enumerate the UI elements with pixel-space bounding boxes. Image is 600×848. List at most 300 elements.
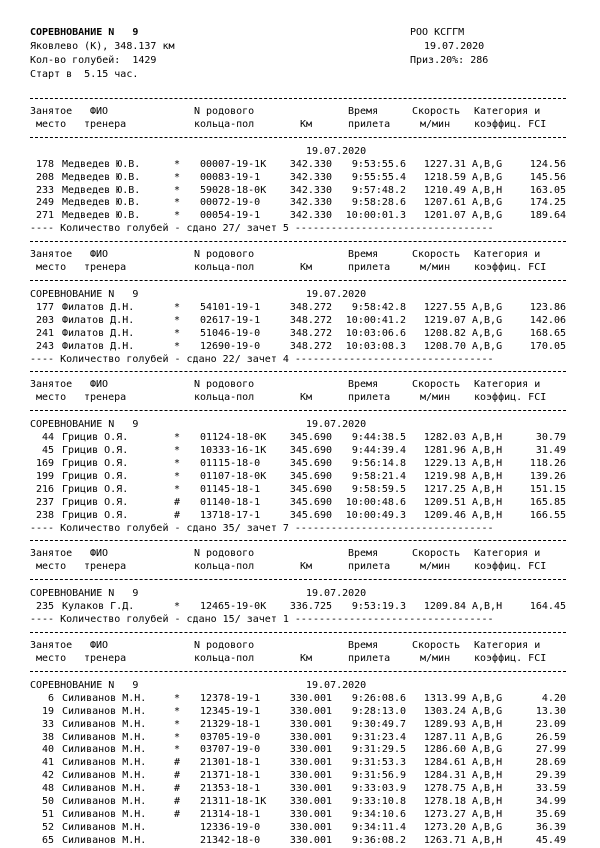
speed-cell: 1278.18 (423, 796, 466, 808)
trainer-cell: Силиванов М.Н. (62, 834, 147, 846)
time-cell: 9:56:14.8 (351, 458, 406, 470)
coef-cell: 151.15 (529, 483, 566, 495)
km-cell: 330.001 (289, 705, 332, 717)
place-cell: 6 (47, 692, 54, 704)
block-title-row (0, 288, 600, 302)
column-header-place: Занятое (30, 249, 73, 261)
column-header-category: Категория и (474, 249, 541, 261)
column-header-speed-unit: м/мин (420, 392, 451, 404)
column-header-place-2: место (36, 561, 67, 573)
place-cell: 51 (41, 808, 54, 820)
speed-cell: 1278.75 (423, 783, 466, 795)
km-cell: 330.001 (289, 692, 332, 704)
block-competition: СОРЕВНОВАНИЕ N 9 (30, 588, 139, 600)
place-cell: 241 (35, 327, 54, 339)
speed-cell: 1286.60 (423, 744, 466, 756)
ring-cell: 13718-17-1 (200, 509, 261, 521)
header-line-3 (0, 54, 600, 68)
ring-cell: 21301-18-1 (200, 757, 261, 769)
category-cell: A,B,G (472, 158, 503, 170)
table-row (0, 301, 600, 315)
category-cell: A,B,H (472, 834, 503, 846)
category-cell: A,B,H (472, 432, 503, 444)
header-divider (30, 241, 566, 242)
column-header-place-2: место (36, 392, 67, 404)
ring-cell: 12465-19-0K (200, 601, 267, 613)
column-header-time: Время (348, 639, 379, 651)
column-header-speed: Скорость (412, 105, 461, 117)
coef-cell: 35.69 (535, 808, 566, 820)
coef-cell: 174.25 (529, 197, 566, 209)
column-header-place: Занятое (30, 379, 73, 391)
km-cell: 330.001 (289, 808, 332, 820)
column-header-trainer: тренера (84, 392, 127, 404)
column-header-category: Категория и (474, 548, 541, 560)
column-header-ring-2: кольца-пол (194, 392, 255, 404)
km-cell: 345.690 (289, 483, 332, 495)
column-header-ring: N родового (194, 639, 255, 651)
coef-cell: 139.26 (529, 470, 566, 482)
summary-text: ---- Количество голубей - сдано 27/ зачет 5 --------------------------------- (30, 223, 494, 235)
speed-cell: 1289.93 (423, 718, 466, 730)
category-cell: A,B,G (472, 731, 503, 743)
column-header-km: Км (300, 392, 313, 404)
mark-cell: * (174, 184, 181, 196)
ring-cell: 12690-19-0 (200, 340, 261, 352)
speed-cell: 1313.99 (423, 692, 466, 704)
column-header-row-1 (0, 378, 600, 392)
mark-cell: # (174, 770, 181, 782)
ring-cell: 51046-19-0 (200, 327, 261, 339)
release-location: Яковлево (К), 348.137 км (30, 41, 175, 52)
place-cell: 243 (35, 340, 54, 352)
place-cell: 40 (41, 744, 54, 756)
trainer-cell: Медведев Ю.В. (62, 184, 141, 196)
column-header-place-2: место (36, 118, 67, 130)
trainer-cell: Медведев Ю.В. (62, 158, 141, 170)
mark-cell: # (174, 796, 181, 808)
column-header-time: Время (348, 379, 379, 391)
column-header-arrival: прилета (348, 261, 391, 273)
coef-cell: 23.09 (535, 718, 566, 730)
mark-cell: * (174, 718, 181, 730)
time-cell: 9:31:53.3 (351, 757, 406, 769)
column-header-row-1 (0, 105, 600, 119)
table-row (0, 731, 600, 745)
header-divider (30, 371, 566, 372)
column-header-speed: Скорость (412, 548, 461, 560)
km-cell: 342.330 (289, 197, 332, 209)
category-cell: A,B,G (472, 197, 503, 209)
trainer-cell: Силиванов М.Н. (62, 821, 147, 833)
speed-cell: 1303.24 (423, 705, 466, 717)
trainer-cell: Силиванов М.Н. (62, 770, 147, 782)
time-cell: 9:30:49.7 (351, 718, 406, 730)
speed-cell: 1282.03 (423, 432, 466, 444)
trainer-cell: Медведев Ю.В. (62, 197, 141, 209)
category-cell: A,B,H (472, 184, 503, 196)
trainer-cell: Силиванов М.Н. (62, 705, 147, 717)
km-cell: 345.690 (289, 432, 332, 444)
column-header-km: Км (300, 652, 313, 664)
place-cell: 38 (41, 731, 54, 743)
mark-cell: * (174, 601, 181, 613)
place-cell: 169 (35, 458, 54, 470)
km-cell: 348.272 (289, 314, 332, 326)
column-header-ring: N родового (194, 548, 255, 560)
coef-cell: 142.06 (529, 314, 566, 326)
trainer-cell: Филатов Д.Н. (62, 340, 135, 352)
column-header-coef: коэффиц. FCI (474, 561, 547, 573)
column-header-speed: Скорость (412, 379, 461, 391)
table-row (0, 769, 600, 783)
header-divider (30, 632, 566, 633)
place-cell: 178 (35, 158, 54, 170)
column-header-coef: коэффиц. FCI (474, 392, 547, 404)
km-cell: 330.001 (289, 718, 332, 730)
mark-cell: * (174, 210, 181, 222)
ring-cell: 00054-19-1 (200, 210, 261, 222)
table-row (0, 718, 600, 732)
column-header-row-2 (0, 560, 600, 574)
category-cell: A,B,G (472, 171, 503, 183)
column-header-trainer: тренера (84, 652, 127, 664)
column-header-row-1 (0, 547, 600, 561)
km-cell: 348.272 (289, 340, 332, 352)
column-header-category: Категория и (474, 105, 541, 117)
km-cell: 348.272 (289, 301, 332, 313)
place-cell: 271 (35, 210, 54, 222)
mark-cell: # (174, 509, 181, 521)
ring-cell: 21342-18-0 (200, 834, 261, 846)
ring-cell: 59028-18-0K (200, 184, 267, 196)
place-cell: 41 (41, 757, 54, 769)
ring-cell: 12378-19-1 (200, 692, 261, 704)
place-cell: 203 (35, 314, 54, 326)
trainer-cell: Силиванов М.Н. (62, 808, 147, 820)
column-header-speed: Скорость (412, 249, 461, 261)
place-cell: 48 (41, 783, 54, 795)
block-date: 19.07.2020 (306, 289, 367, 301)
place-cell: 65 (41, 834, 54, 846)
coef-cell: 27.99 (535, 744, 566, 756)
time-cell: 9:33:10.8 (351, 796, 406, 808)
speed-cell: 1208.70 (423, 340, 466, 352)
coef-cell: 189.64 (529, 210, 566, 222)
time-cell: 9:34:10.6 (351, 808, 406, 820)
speed-cell: 1219.98 (423, 470, 466, 482)
ring-cell: 21314-18-1 (200, 808, 261, 820)
category-cell: A,B,H (472, 757, 503, 769)
speed-cell: 1218.59 (423, 171, 466, 183)
table-row (0, 705, 600, 719)
km-cell: 342.330 (289, 158, 332, 170)
km-cell: 330.001 (289, 783, 332, 795)
coef-cell: 45.49 (535, 834, 566, 846)
header-divider (30, 410, 566, 411)
time-cell: 9:33:03.9 (351, 783, 406, 795)
place-cell: 235 (35, 601, 54, 613)
place-cell: 45 (41, 445, 54, 457)
ring-cell: 21311-18-1K (200, 796, 267, 808)
block-title-row (0, 145, 600, 159)
time-cell: 9:58:42.8 (351, 301, 406, 313)
time-cell: 9:57:48.2 (351, 184, 406, 196)
ring-cell: 21329-18-1 (200, 718, 261, 730)
category-cell: A,B,H (472, 458, 503, 470)
place-cell: 177 (35, 301, 54, 313)
place-cell: 44 (41, 432, 54, 444)
column-header-row-2 (0, 118, 600, 132)
speed-cell: 1284.31 (423, 770, 466, 782)
ring-cell: 01124-18-0K (200, 432, 267, 444)
table-row (0, 834, 600, 848)
coef-cell: 28.69 (535, 757, 566, 769)
coef-cell: 34.99 (535, 796, 566, 808)
start-time: Старт в 5.15 час. (30, 69, 139, 80)
coef-cell: 145.56 (529, 171, 566, 183)
column-header-ring-2: кольца-пол (194, 561, 255, 573)
category-cell: A,B,G (472, 744, 503, 756)
trainer-cell: Кулаков Г.Д. (62, 601, 135, 613)
block-title-row (0, 418, 600, 432)
speed-cell: 1281.96 (423, 445, 466, 457)
trainer-cell: Грицив О.Я. (62, 432, 129, 444)
mark-cell: * (174, 731, 181, 743)
column-header-arrival: прилета (348, 652, 391, 664)
prize-count: Приз.20%: 286 (410, 55, 489, 66)
coef-cell: 165.85 (529, 496, 566, 508)
column-header-ring-2: кольца-пол (194, 652, 255, 664)
table-row (0, 209, 600, 223)
km-cell: 330.001 (289, 834, 332, 846)
header-divider (30, 137, 566, 138)
place-cell: 199 (35, 470, 54, 482)
km-cell: 345.690 (289, 445, 332, 457)
column-header-speed-unit: м/мин (420, 652, 451, 664)
time-cell: 9:31:23.4 (351, 731, 406, 743)
mark-cell: * (174, 445, 181, 457)
time-cell: 9:58:21.4 (351, 470, 406, 482)
coef-cell: 26.59 (535, 731, 566, 743)
trainer-cell: Медведев Ю.В. (62, 210, 141, 222)
trainer-cell: Силиванов М.Н. (62, 744, 147, 756)
table-row (0, 327, 600, 341)
category-cell: A,B,H (472, 509, 503, 521)
speed-cell: 1287.11 (423, 731, 466, 743)
speed-cell: 1219.07 (423, 314, 466, 326)
table-row (0, 782, 600, 796)
coef-cell: 124.56 (529, 158, 566, 170)
mark-cell: * (174, 705, 181, 717)
speed-cell: 1209.51 (423, 496, 466, 508)
speed-cell: 1207.61 (423, 197, 466, 209)
mark-cell: # (174, 783, 181, 795)
coef-cell: 29.39 (535, 770, 566, 782)
column-header-ring-2: кольца-пол (194, 261, 255, 273)
header-divider (30, 671, 566, 672)
column-header-category: Категория и (474, 379, 541, 391)
block-date: 19.07.2020 (306, 145, 367, 157)
header-line-4 (0, 68, 600, 82)
table-row (0, 808, 600, 822)
category-cell: A,B,H (472, 718, 503, 730)
time-cell: 10:03:08.3 (345, 340, 406, 352)
ring-cell: 03707-19-0 (200, 744, 261, 756)
km-cell: 330.001 (289, 744, 332, 756)
table-row (0, 483, 600, 497)
km-cell: 330.001 (289, 770, 332, 782)
category-cell: A,B,G (472, 821, 503, 833)
km-cell: 330.001 (289, 731, 332, 743)
mark-cell: * (174, 692, 181, 704)
trainer-cell: Грицив О.Я. (62, 496, 129, 508)
column-header-fio: ФИО (90, 639, 109, 651)
time-cell: 9:31:29.5 (351, 744, 406, 756)
column-header-speed-unit: м/мин (420, 261, 451, 273)
trainer-cell: Грицив О.Я. (62, 470, 129, 482)
category-cell: A,B,H (472, 496, 503, 508)
pigeon-count: Кол-во голубей: 1429 (30, 55, 157, 66)
category-cell: A,B,H (472, 783, 503, 795)
column-header-ring-2: кольца-пол (194, 118, 255, 130)
column-header-speed: Скорость (412, 639, 461, 651)
time-cell: 9:36:08.2 (351, 834, 406, 846)
column-header-category: Категория и (474, 639, 541, 651)
speed-cell: 1263.71 (423, 834, 466, 846)
category-cell: A,B,G (472, 692, 503, 704)
column-header-ring: N родового (194, 249, 255, 261)
time-cell: 9:53:55.6 (351, 158, 406, 170)
coef-cell: 33.59 (535, 783, 566, 795)
trainer-cell: Грицив О.Я. (62, 458, 129, 470)
table-row (0, 692, 600, 706)
speed-cell: 1273.20 (423, 821, 466, 833)
place-cell: 233 (35, 184, 54, 196)
coef-cell: 31.49 (535, 445, 566, 457)
km-cell: 336.725 (289, 601, 332, 613)
coef-cell: 164.45 (529, 601, 566, 613)
category-cell: A,B,G (472, 314, 503, 326)
ring-cell: 03705-19-0 (200, 731, 261, 743)
ring-cell: 10333-16-1K (200, 445, 267, 457)
trainer-cell: Силиванов М.Н. (62, 796, 147, 808)
time-cell: 10:00:41.2 (345, 314, 406, 326)
time-cell: 9:44:39.4 (351, 445, 406, 457)
speed-cell: 1229.13 (423, 458, 466, 470)
km-cell: 330.001 (289, 821, 332, 833)
time-cell: 10:00:01.3 (345, 210, 406, 222)
place-cell: 50 (41, 796, 54, 808)
coef-cell: 30.79 (535, 432, 566, 444)
trainer-cell: Силиванов М.Н. (62, 757, 147, 769)
column-header-coef: коэффиц. FCI (474, 261, 547, 273)
speed-cell: 1208.82 (423, 327, 466, 339)
header-divider (30, 540, 566, 541)
column-header-trainer: тренера (84, 561, 127, 573)
mark-cell: * (174, 432, 181, 444)
mark-cell: * (174, 197, 181, 209)
header-divider (30, 579, 566, 580)
table-row (0, 196, 600, 210)
report-header (0, 26, 600, 40)
place-cell: 249 (35, 197, 54, 209)
block-competition: СОРЕВНОВАНИЕ N 9 (30, 679, 139, 691)
table-row (0, 444, 600, 458)
ring-cell: 54101-19-1 (200, 301, 261, 313)
km-cell: 342.330 (289, 171, 332, 183)
coef-cell: 163.05 (529, 184, 566, 196)
mark-cell: * (174, 314, 181, 326)
column-header-arrival: прилета (348, 561, 391, 573)
table-row (0, 314, 600, 328)
column-header-fio: ФИО (90, 379, 109, 391)
time-cell: 9:31:56.9 (351, 770, 406, 782)
ring-cell: 12345-19-1 (200, 705, 261, 717)
category-cell: A,B,H (472, 796, 503, 808)
km-cell: 345.690 (289, 458, 332, 470)
table-row (0, 457, 600, 471)
table-row (0, 743, 600, 757)
km-cell: 345.690 (289, 470, 332, 482)
ring-cell: 01140-18-1 (200, 496, 261, 508)
ring-cell: 00072-19-0 (200, 197, 261, 209)
column-header-km: Км (300, 561, 313, 573)
column-header-km: Км (300, 261, 313, 273)
category-cell: A,B,H (472, 808, 503, 820)
block-competition: СОРЕВНОВАНИЕ N 9 (30, 289, 139, 301)
speed-cell: 1210.49 (423, 184, 466, 196)
trainer-cell: Силиванов М.Н. (62, 731, 147, 743)
trainer-cell: Силиванов М.Н. (62, 718, 147, 730)
summary-row (0, 353, 566, 367)
coef-cell: 168.65 (529, 327, 566, 339)
mark-cell: * (174, 483, 181, 495)
column-header-fio: ФИО (90, 249, 109, 261)
speed-cell: 1209.84 (423, 601, 466, 613)
trainer-cell: Филатов Д.Н. (62, 314, 135, 326)
block-title-row (0, 587, 600, 601)
km-cell: 345.690 (289, 496, 332, 508)
speed-cell: 1227.55 (423, 301, 466, 313)
mark-cell: * (174, 158, 181, 170)
table-row (0, 795, 600, 809)
km-cell: 345.690 (289, 509, 332, 521)
speed-cell: 1227.31 (423, 158, 466, 170)
ring-cell: 00007-19-1K (200, 158, 267, 170)
table-row (0, 184, 600, 198)
mark-cell: * (174, 340, 181, 352)
block-date: 19.07.2020 (306, 588, 367, 600)
time-cell: 9:34:11.4 (351, 821, 406, 833)
organization: РОО КСГГМ (410, 27, 465, 38)
column-header-coef: коэффиц. FCI (474, 118, 547, 130)
coef-cell: 123.86 (529, 301, 566, 313)
category-cell: A,B,H (472, 483, 503, 495)
column-header-row-1 (0, 248, 600, 262)
ring-cell: 21353-18-1 (200, 783, 261, 795)
block-date: 19.07.2020 (306, 419, 367, 431)
time-cell: 10:03:06.6 (345, 327, 406, 339)
summary-row (0, 613, 566, 627)
block-title-row (0, 679, 600, 693)
time-cell: 9:58:59.5 (351, 483, 406, 495)
mark-cell: * (174, 301, 181, 313)
place-cell: 216 (35, 483, 54, 495)
column-header-place-2: место (36, 652, 67, 664)
place-cell: 208 (35, 171, 54, 183)
speed-cell: 1209.46 (423, 509, 466, 521)
